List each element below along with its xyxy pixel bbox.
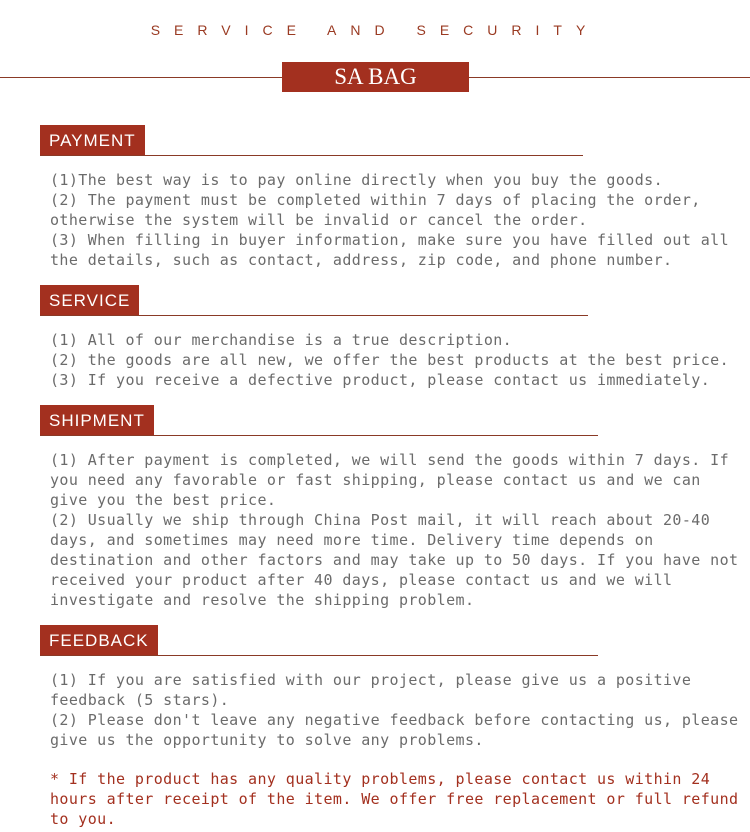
payment-item-3: (3) When filling in buyer information, make sure you have filled out all the details, such as contact, address, zip code, and phone number. — [50, 231, 730, 269]
feedback-text — [50, 670, 740, 750]
feedback-item-1: (1) If you are satisfied with our project, please give us a positive feedback (5 stars). — [50, 671, 692, 709]
service-item-1: (1) All of our merchandise is a true description. — [50, 331, 513, 349]
payment-item-2: (2) The payment must be completed within 7 days of placing the order, otherwise the system will be invalid or cancel the order. — [50, 191, 701, 229]
service-text — [50, 330, 740, 390]
shipment-item-1: (1) After payment is completed, we will send the goods within 7 days. If you need any favorable or fast shipping, please contact us and we can give you the best price. — [50, 451, 730, 509]
service-item-3: (3) If you receive a defective product, please contact us immediately. — [50, 371, 711, 389]
shipment-text — [50, 450, 740, 610]
brand-badge: SA BAG — [282, 62, 469, 92]
section-rule-service — [40, 315, 588, 316]
payment-item-1: (1)The best way is to pay online directly when you buy the goods. — [50, 171, 663, 189]
shipment-item-2: (2) Usually we ship through China Post mail, it will reach about 20-40 days, and sometimes may need more time. Delivery time depends on destination and other factors and may take up to 50 days. If you have not received your product after 40 days, please contact us and we will investigate and resolve the shipping problem. — [50, 511, 739, 609]
payment-text — [50, 170, 740, 270]
section-title-feedback: FEEDBACK — [40, 625, 158, 656]
section-title-shipment: SHIPMENT — [40, 405, 154, 436]
section-title-service: SERVICE — [40, 285, 139, 316]
section-title-payment: PAYMENT — [40, 125, 145, 156]
section-rule-feedback — [40, 655, 598, 656]
feedback-item-2: (2) Please don't leave any negative feedback before contacting us, please give us the opportunity to solve any problems. — [50, 711, 739, 749]
section-rule-payment — [40, 155, 583, 156]
service-item-2: (2) the goods are all new, we offer the best products at the best price. — [50, 351, 730, 369]
page-header-title: SERVICE AND SECURITY — [150, 22, 600, 38]
section-rule-shipment — [40, 435, 598, 436]
quality-note: * If the product has any quality problems, please contact us within 24 hours after receipt of the item. We offer free replacement or full refund to you. — [50, 770, 739, 828]
